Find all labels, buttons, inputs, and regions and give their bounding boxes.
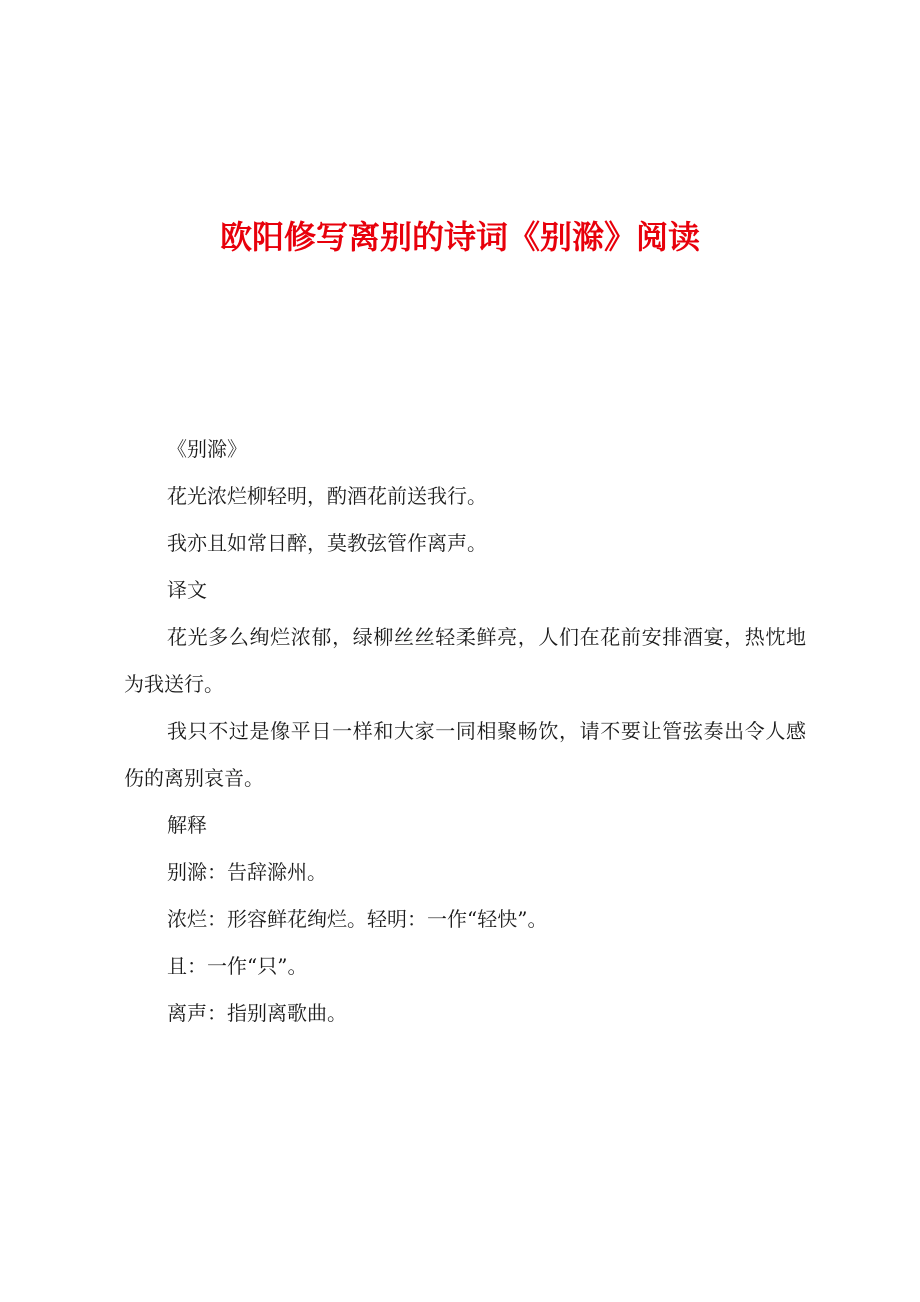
poem-line-1: 花光浓烂柳轻明，酌酒花前送我行。 [167,484,487,508]
document-body [124,426,806,1037]
translation-paragraph-1: 花光多么绚烂浓郁，绿柳丝丝轻柔鲜亮，人们在花前安排酒宴，热忱地为我送行。 [124,625,806,696]
document-title: 欧阳修写离别的诗词《别滁》阅读 [219,218,700,257]
notes-heading: 解释 [167,813,207,837]
translation-heading: 译文 [167,578,207,602]
translation-paragraph-2: 我只不过是像平日一样和大家一同相聚畅饮，请不要让管弦奏出令人感伤的离别哀音。 [124,719,806,790]
poem-title: 《别滁》 [167,437,247,461]
note-2: 浓烂：形容鲜花绚烂。轻明：一作“轻快”。 [167,907,548,931]
note-4: 离声：指别离歌曲。 [167,1001,347,1025]
note-3: 且：一作“只”。 [167,954,308,978]
poem-line-2: 我亦且如常日醉，莫教弦管作离声。 [167,531,487,555]
note-1: 别滁：告辞滁州。 [167,860,327,884]
